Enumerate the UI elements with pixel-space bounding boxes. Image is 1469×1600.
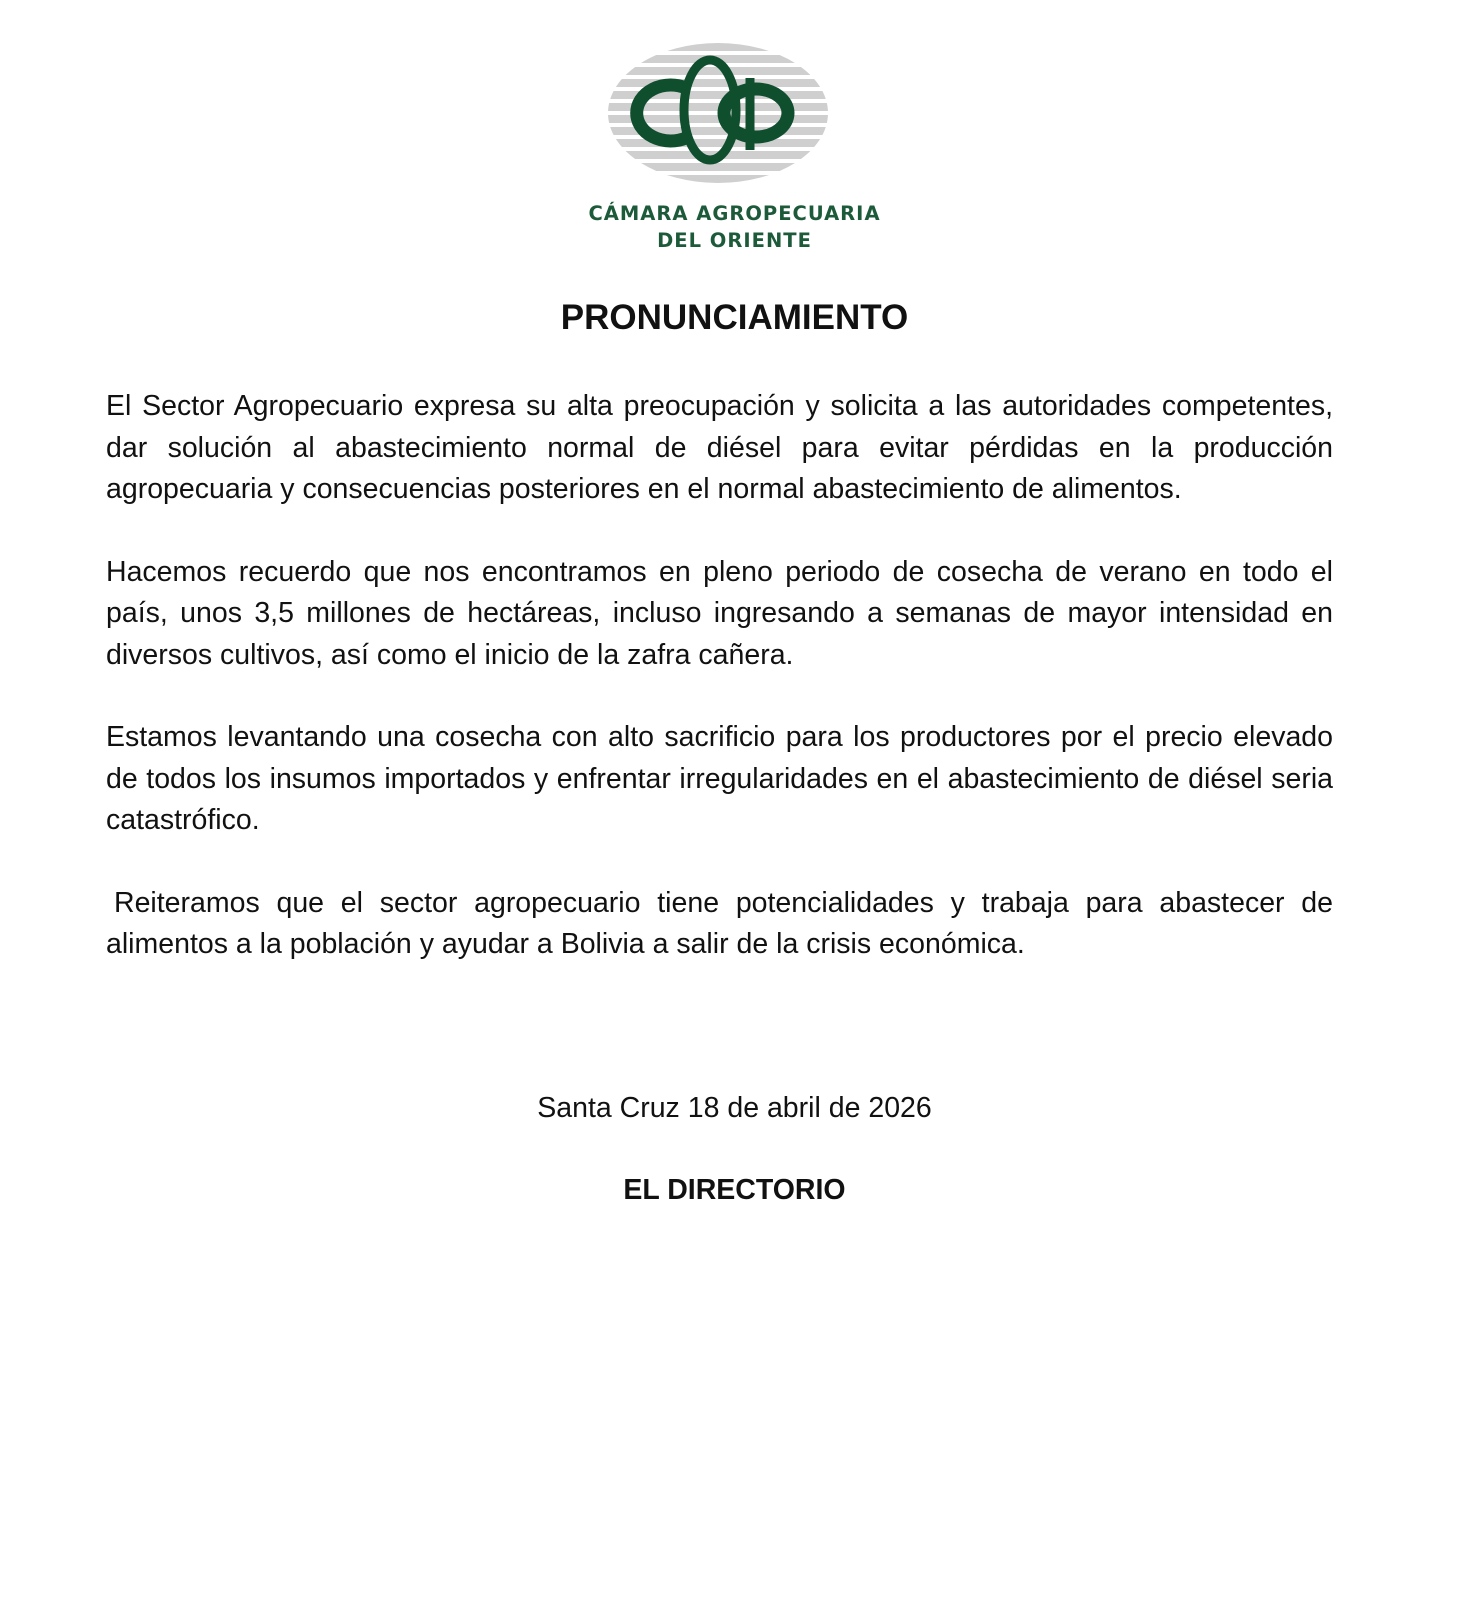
org-name-line1: CÁMARA AGROPECUARIA — [588, 202, 881, 225]
paragraph: Hacemos recuerdo que nos encontramos en pleno periodo de cosecha de verano en todo el país, unos 3,5 millones de hectáreas, incluso ingresando a semanas de mayor intensidad en diversos cultivos, así como el inicio de la zafra cañera. — [106, 555, 1333, 671]
signature: EL DIRECTORIO — [623, 1174, 846, 1206]
org-name-line2: DEL ORIENTE — [657, 229, 812, 252]
paragraph: El Sector Agropecuario expresa su alta preocupación y solicita a las autoridades competentes, dar solución al abastecimiento normal de diésel para evitar pérdidas en la producción agropecuaria y consecuencias posteriores en el normal abastecimiento de alimentos. — [106, 390, 1333, 505]
cao-logo — [598, 38, 838, 188]
paragraph: Reiteramos que el sector agropecuario tiene potencialidades y trabaja para abastecer de alimentos a la población y ayudar a Bolivia a salir de la crisis económica. — [106, 886, 1333, 960]
paragraph: Estamos levantando una cosecha con alto sacrificio para los productores por el precio elevado de todos los insumos importados y enfrentar irregularidades en el abastecimiento de diésel seria catastrófico. — [106, 721, 1333, 836]
document-body — [106, 386, 1333, 1007]
document-title: PRONUNCIAMIENTO — [560, 298, 909, 337]
date-line: Santa Cruz 18 de abril de 2026 — [537, 1092, 932, 1124]
